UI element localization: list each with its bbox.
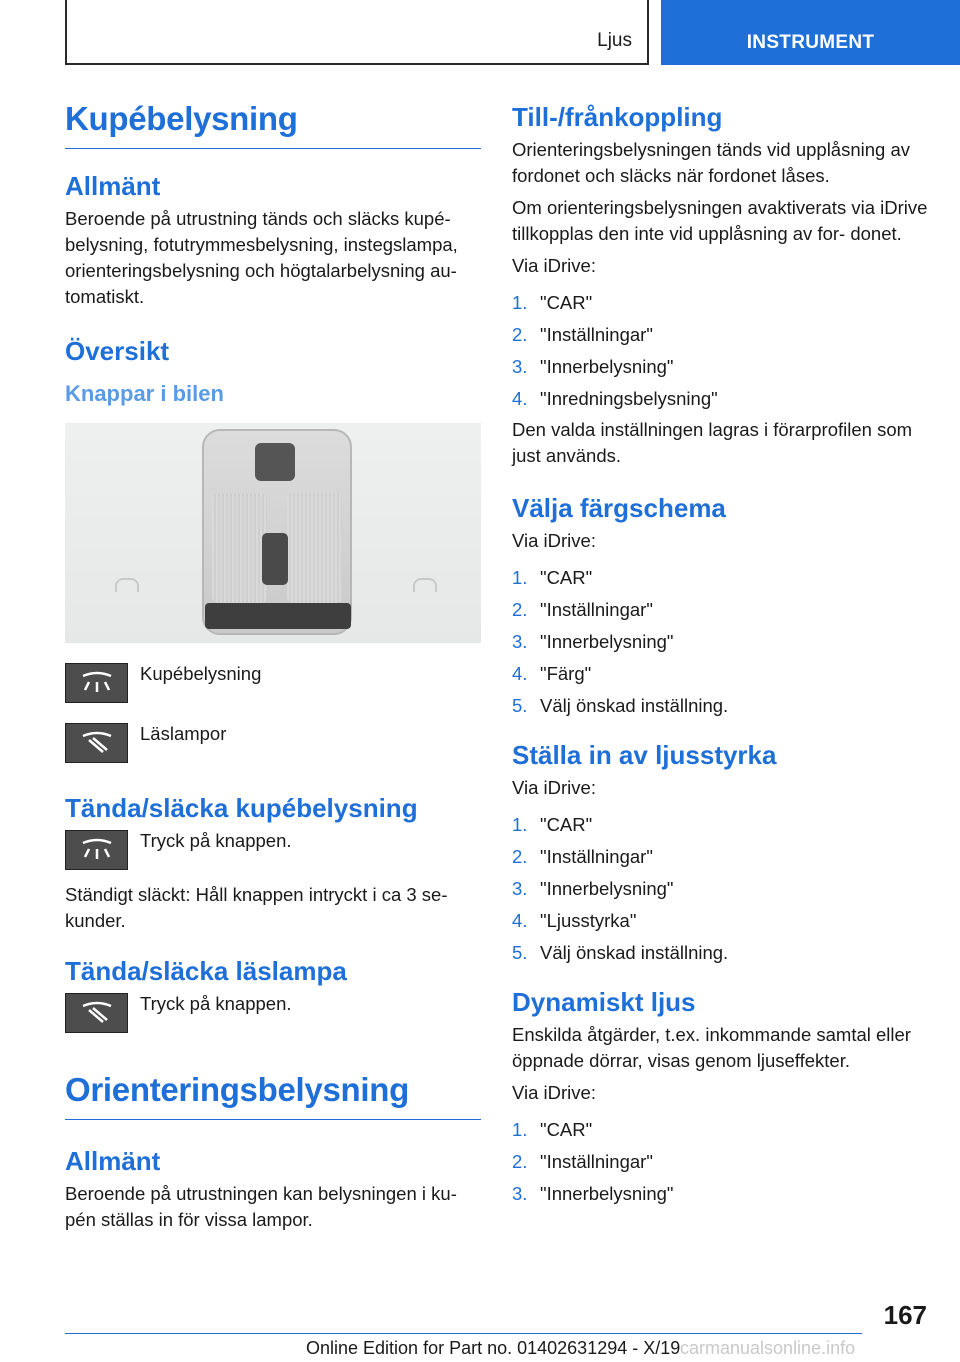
interior-light-icon xyxy=(65,830,128,870)
list-item: 4. "Inredningsbelysning" xyxy=(512,388,718,409)
section-title-kupebelysning: Kupébelysning xyxy=(65,100,481,149)
heading-color-scheme: Välja färgschema xyxy=(512,493,726,523)
header-section-label: Ljus xyxy=(597,30,632,51)
heading-overview: Översikt xyxy=(65,336,170,366)
dynamic-text: Enskilda åtgärder, t.ex. inkommande samtal eller öppnade dörrar, visas genom ljuseffekter. xyxy=(512,1024,911,1071)
footer-watermark: carmanualsonline.info xyxy=(680,1338,856,1358)
header-chapter-tab[interactable] xyxy=(661,0,960,65)
heading-dynamic-light: Dynamiskt ljus xyxy=(512,987,696,1017)
via-idrive-label: Via iDrive: xyxy=(512,530,596,551)
toggle-reading-text: Tryck på knappen. xyxy=(140,993,292,1014)
reading-light-icon xyxy=(65,993,128,1033)
toggle-interior-text: Tryck på knappen. xyxy=(140,830,292,851)
list-item: 2. "Inställningar" xyxy=(512,846,653,867)
footer-divider xyxy=(65,1333,862,1334)
header-chapter-label: INSTRUMENT xyxy=(746,32,875,53)
icon-row-reading-light xyxy=(65,723,481,763)
roof-console-photo xyxy=(65,423,481,643)
footer-edition-text: Online Edition for Part no. 01402631294 - X/19 xyxy=(306,1338,681,1358)
page-number: 167 xyxy=(883,1300,927,1330)
list-item: 5. Välj önskad inställning. xyxy=(512,942,729,963)
via-idrive-label: Via iDrive: xyxy=(512,1082,596,1103)
dynamic-steps xyxy=(512,1114,928,1210)
heading-general: Allmänt xyxy=(65,171,161,201)
onoff-text-1: Orienteringsbelysningen tänds vid upplåsning av fordonet och släcks när fordonet låses. xyxy=(512,139,911,186)
onoff-text-2: Om orienteringsbelysningen avaktiverats via iDrive tillkopplas den inte vid upplåsning av for- donet. xyxy=(512,197,928,244)
reading-light-icon xyxy=(65,723,128,763)
list-item: 1. "CAR" xyxy=(512,814,593,835)
list-item: 2. "Inställningar" xyxy=(512,599,653,620)
list-item: 4. "Färg" xyxy=(512,663,592,684)
heading-brightness: Ställa in av ljusstyrka xyxy=(512,740,777,770)
heading-buttons-in-car: Knappar i bilen xyxy=(65,381,224,406)
via-idrive-label: Via iDrive: xyxy=(512,777,596,798)
icon-label-reading-light: Läslampor xyxy=(140,723,227,744)
heading-toggle-interior: Tända/släcka kupébelysning xyxy=(65,793,418,823)
list-item: 2. "Inställningar" xyxy=(512,324,653,345)
permanent-off-text: Ständigt släckt: Håll knappen intryckt i ca 3 se- kunder. xyxy=(65,884,448,931)
list-item: 1. "CAR" xyxy=(512,292,593,313)
via-idrive-label: Via iDrive: xyxy=(512,255,596,276)
heading-toggle-reading: Tända/släcka läslampa xyxy=(65,956,347,986)
onoff-steps xyxy=(512,287,928,415)
interior-light-icon xyxy=(65,663,128,703)
left-column xyxy=(65,100,481,1239)
list-item: 3. "Innerbelysning" xyxy=(512,631,674,652)
icon-row-toggle-reading xyxy=(65,993,481,1033)
brightness-steps xyxy=(512,809,928,969)
list-item: 3. "Innerbelysning" xyxy=(512,1183,674,1204)
icon-row-toggle-interior xyxy=(65,830,481,870)
list-item: 5. Välj önskad inställning. xyxy=(512,695,729,716)
header-frame xyxy=(65,0,649,65)
general-text: Beroende på utrustning tänds och släcks kupé- belysning, fotutrymmesbelysning, instegslampa, orienteringsbelysning och högtalarbelysning au- tomatiskt. xyxy=(65,208,458,307)
onoff-text-3: Den valda inställningen lagras i förarprofilen som just används. xyxy=(512,419,913,466)
orientation-general-text: Beroende på utrustningen kan belysningen i ku- pén ställas in för vissa lampor. xyxy=(65,1183,457,1230)
color-steps xyxy=(512,562,928,722)
icon-row-interior-light xyxy=(65,663,481,703)
list-item: 3. "Innerbelysning" xyxy=(512,878,674,899)
list-item: 2. "Inställningar" xyxy=(512,1151,653,1172)
heading-onoff: Till-/frånkoppling xyxy=(512,102,723,132)
heading-orientation-general: Allmänt xyxy=(65,1146,161,1176)
section-title-orientation: Orienteringsbelysning xyxy=(65,1071,481,1120)
list-item: 3. "Innerbelysning" xyxy=(512,356,674,377)
list-item: 4. "Ljusstyrka" xyxy=(512,910,637,931)
icon-label-interior-light: Kupébelysning xyxy=(140,663,262,684)
right-column xyxy=(512,102,928,1210)
list-item: 1. "CAR" xyxy=(512,1119,593,1140)
list-item: 1. "CAR" xyxy=(512,567,593,588)
